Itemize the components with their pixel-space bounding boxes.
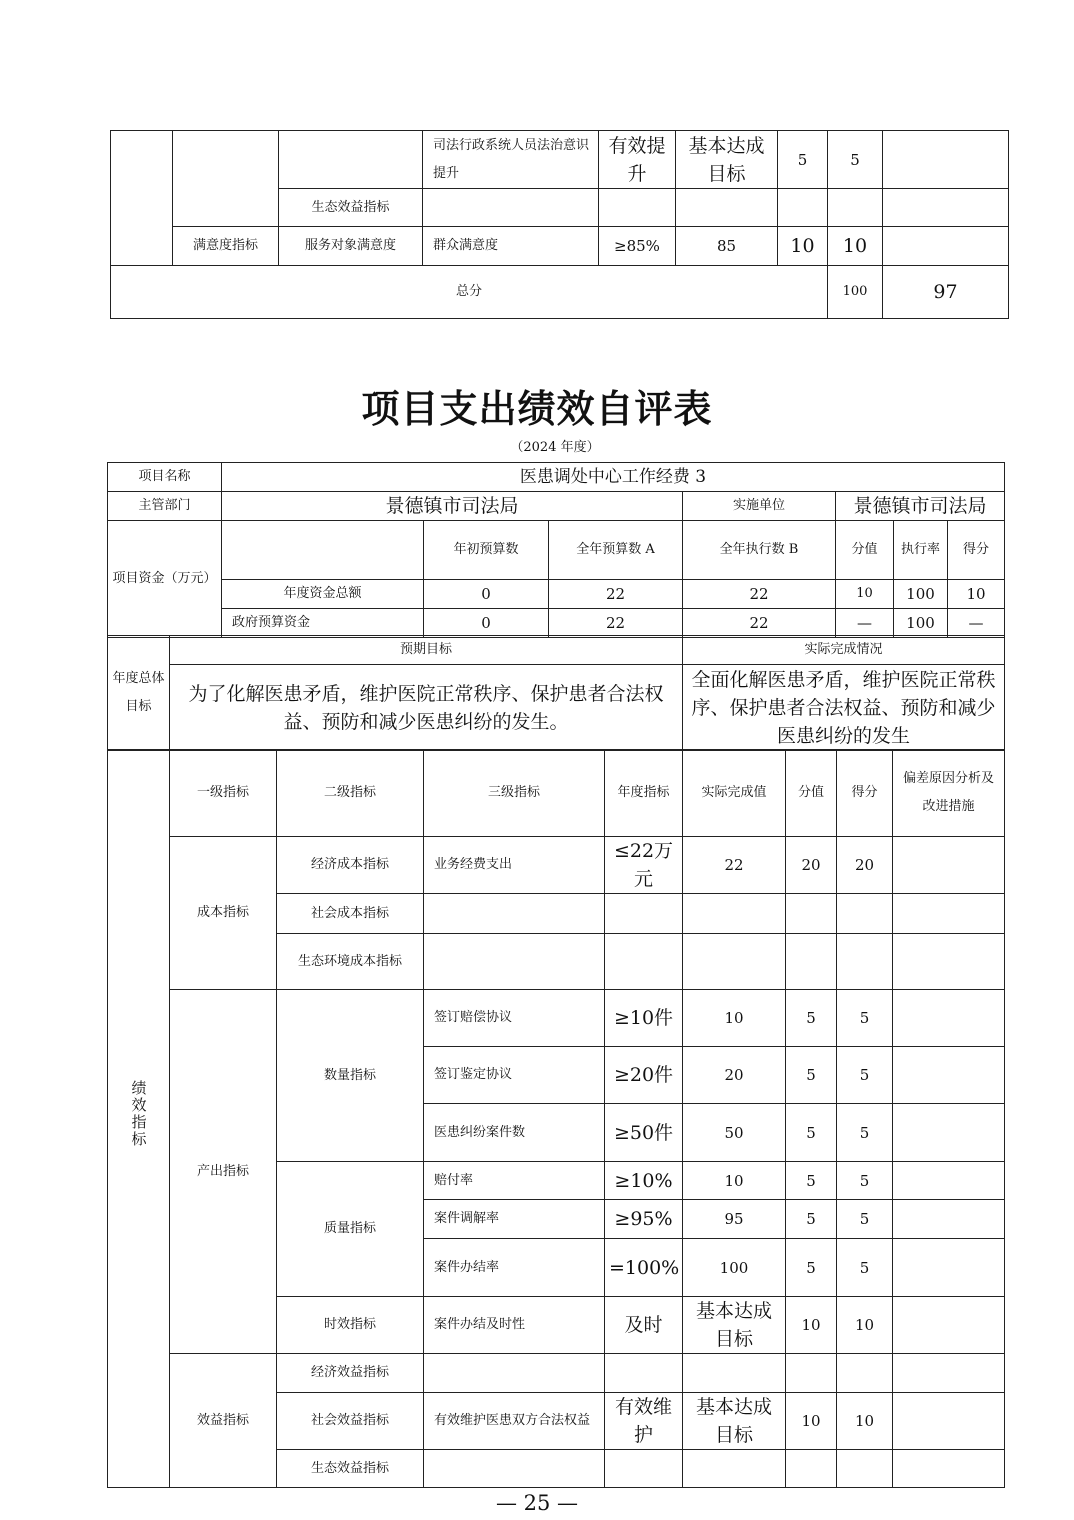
max-score: 10 — [786, 1393, 837, 1450]
actual-value — [683, 894, 786, 934]
actual-value — [683, 1450, 786, 1488]
fund-header: 执行率 — [894, 521, 948, 580]
actual-value: 基本达成目标 — [683, 1297, 786, 1354]
cell — [173, 131, 279, 227]
deviation-analysis — [893, 1393, 1005, 1450]
fund-header: 分值 — [836, 521, 894, 580]
fund-row-label: 政府预算资金 — [222, 609, 424, 638]
fund-value: 0 — [424, 580, 549, 609]
max-score: 5 — [786, 1239, 837, 1297]
total-max: 100 — [828, 266, 883, 319]
deviation-analysis — [893, 1354, 1005, 1393]
goals-table — [107, 635, 1005, 751]
fund-value: 0 — [424, 609, 549, 638]
max-score: 5 — [786, 1200, 837, 1239]
fund-value: 10 — [948, 580, 1005, 609]
level2-indicator: 经济效益指标 — [277, 1354, 424, 1393]
actual-value: 100 — [683, 1239, 786, 1297]
header: 三级指标 — [424, 750, 605, 837]
actual-value: 10 — [683, 990, 786, 1047]
level3-indicator: 群众满意度 — [423, 227, 599, 266]
total-score: 97 — [883, 266, 1009, 319]
table-row — [108, 1354, 1005, 1393]
fund-header: 全年预算数 A — [549, 521, 683, 580]
score — [837, 1354, 893, 1393]
project-info-table — [107, 462, 1005, 638]
expected-label: 预期目标 — [170, 636, 683, 665]
fund-value: 100 — [894, 609, 948, 638]
fund-value: 22 — [683, 580, 836, 609]
level1-indicator: 成本指标 — [170, 837, 277, 990]
deviation-analysis — [893, 1162, 1005, 1200]
level2-indicator: 社会成本指标 — [277, 894, 424, 934]
annual-target: 有效维护 — [605, 1393, 683, 1450]
score: 5 — [828, 131, 883, 189]
annual-target: 及时 — [605, 1297, 683, 1354]
actual-value: 20 — [683, 1047, 786, 1104]
cell — [423, 189, 599, 227]
actual-value — [683, 1354, 786, 1393]
project-name: 医患调处中心工作经费 3 — [222, 463, 1005, 492]
level2-indicator: 生态效益指标 — [279, 189, 423, 227]
target: 有效提升 — [599, 131, 676, 189]
deviation-analysis — [893, 1104, 1005, 1162]
score — [837, 934, 893, 990]
project-name-label: 项目名称 — [108, 463, 222, 492]
actual-value: 50 — [683, 1104, 786, 1162]
max-score — [786, 894, 837, 934]
score: 10 — [837, 1297, 893, 1354]
dept: 景德镇市司法局 — [222, 492, 683, 521]
header: 实际完成值 — [683, 750, 786, 837]
expected-goal: 为了化解医患矛盾，维护医院正常秩序、保护患者合法权益、预防和减少医患纠纷的发生。 — [170, 665, 683, 751]
perf-label: 绩效指标 — [129, 1080, 148, 1148]
fund-value: 22 — [549, 609, 683, 638]
level3-indicator: 司法行政系统人员法治意识提升 — [423, 131, 599, 189]
score: 10 — [828, 227, 883, 266]
level2-indicator: 生态环境成本指标 — [277, 934, 424, 990]
annual-target: ≥10件 — [605, 990, 683, 1047]
score: 5 — [837, 1239, 893, 1297]
level3-indicator — [424, 1354, 605, 1393]
level3-indicator: 签订鉴定协议 — [424, 1047, 605, 1104]
max-score: 10 — [786, 1297, 837, 1354]
annual-target — [605, 894, 683, 934]
max-score: 20 — [786, 837, 837, 894]
annual-target: ≥10% — [605, 1162, 683, 1200]
cell — [279, 131, 423, 189]
annual-target — [605, 1354, 683, 1393]
annual-target: ≥50件 — [605, 1104, 683, 1162]
score: 5 — [837, 1047, 893, 1104]
cell — [599, 189, 676, 227]
max-score: 5 — [786, 990, 837, 1047]
actual-value: 10 — [683, 1162, 786, 1200]
annual-target: ≥20件 — [605, 1047, 683, 1104]
score: 5 — [837, 1104, 893, 1162]
header: 分值 — [786, 750, 837, 837]
actual-label: 实际完成情况 — [683, 636, 1005, 665]
actual: 85 — [676, 227, 778, 266]
level2-indicator: 质量指标 — [277, 1162, 424, 1297]
level3-indicator: 有效维护医患双方合法权益 — [424, 1393, 605, 1450]
annual-target — [605, 934, 683, 990]
cell — [676, 189, 778, 227]
cell — [222, 521, 424, 580]
score — [837, 1450, 893, 1488]
level3-indicator — [424, 934, 605, 990]
max-score — [786, 1450, 837, 1488]
header: 年度指标 — [605, 750, 683, 837]
score: 5 — [837, 1162, 893, 1200]
perf-label-cell — [108, 750, 170, 1488]
fund-value: — — [948, 609, 1005, 638]
score: 10 — [837, 1393, 893, 1450]
table-row — [108, 990, 1005, 1047]
level3-indicator — [424, 1450, 605, 1488]
deviation-analysis — [893, 1200, 1005, 1239]
header: 一级指标 — [170, 750, 277, 837]
level3-indicator: 医患纠纷案件数 — [424, 1104, 605, 1162]
level2-indicator: 生态效益指标 — [277, 1450, 424, 1488]
score: 5 — [837, 990, 893, 1047]
actual: 基本达成目标 — [676, 131, 778, 189]
deviation-analysis — [893, 1239, 1005, 1297]
year-label: （2024 年度） — [510, 440, 600, 455]
level2-indicator: 数量指标 — [277, 990, 424, 1162]
deviation-analysis — [893, 837, 1005, 894]
annual-target: =100% — [605, 1239, 683, 1297]
level2-indicator: 经济成本指标 — [277, 837, 424, 894]
cell — [828, 189, 883, 227]
fund-label: 项目资金（万元） — [108, 521, 222, 638]
dept-label: 主管部门 — [108, 492, 222, 521]
performance-table — [107, 749, 1005, 1488]
max-score: 5 — [786, 1104, 837, 1162]
impl: 景德镇市司法局 — [836, 492, 1005, 521]
page-title: 项目支出绩效自评表 — [361, 386, 713, 431]
fund-row-label: 年度资金总额 — [222, 580, 424, 609]
fund-header: 得分 — [948, 521, 1005, 580]
total-label: 总分 — [111, 266, 828, 319]
cell — [883, 189, 1009, 227]
impl-label: 实施单位 — [683, 492, 836, 521]
level1-indicator: 满意度指标 — [173, 227, 279, 266]
score: 5 — [837, 1200, 893, 1239]
deviation-analysis — [893, 990, 1005, 1047]
cell — [111, 131, 173, 266]
fund-value: 100 — [894, 580, 948, 609]
table-row — [108, 837, 1005, 894]
fund-header: 全年执行数 B — [683, 521, 836, 580]
deviation-analysis — [893, 1047, 1005, 1104]
annual-target — [605, 1450, 683, 1488]
max-score — [786, 1354, 837, 1393]
level2-indicator: 社会效益指标 — [277, 1393, 424, 1450]
level2-indicator: 时效指标 — [277, 1297, 424, 1354]
fund-value: — — [836, 609, 894, 638]
cell — [883, 131, 1009, 189]
deviation-analysis — [893, 1450, 1005, 1488]
deviation-analysis — [893, 894, 1005, 934]
actual-value: 95 — [683, 1200, 786, 1239]
deviation-analysis — [893, 934, 1005, 990]
level2-indicator: 服务对象满意度 — [279, 227, 423, 266]
level1-indicator: 效益指标 — [170, 1354, 277, 1488]
fund-header: 年初预算数 — [424, 521, 549, 580]
previous-table-continuation — [110, 130, 1009, 319]
max-score: 5 — [786, 1162, 837, 1200]
level3-indicator: 案件调解率 — [424, 1200, 605, 1239]
level1-indicator: 产出指标 — [170, 990, 277, 1354]
actual-value: 22 — [683, 837, 786, 894]
deviation-analysis — [893, 1297, 1005, 1354]
level3-indicator: 业务经费支出 — [424, 837, 605, 894]
cell — [778, 189, 828, 227]
fund-value: 22 — [549, 580, 683, 609]
level3-indicator — [424, 894, 605, 934]
max-score: 5 — [778, 131, 828, 189]
header: 二级指标 — [277, 750, 424, 837]
actual-goal: 全面化解医患矛盾，维护医院正常秩序、保护患者合法权益、预防和减少医患纠纷的发生 — [683, 665, 1005, 751]
level3-indicator: 赔付率 — [424, 1162, 605, 1200]
header: 得分 — [837, 750, 893, 837]
max-score: 10 — [778, 227, 828, 266]
score — [837, 894, 893, 934]
page-number: — 25 — — [495, 1491, 579, 1515]
fund-value: 22 — [683, 609, 836, 638]
actual-value: 基本达成目标 — [683, 1393, 786, 1450]
target: ≥85% — [599, 227, 676, 266]
max-score: 5 — [786, 1047, 837, 1104]
fund-value: 10 — [836, 580, 894, 609]
level3-indicator: 案件办结及时性 — [424, 1297, 605, 1354]
max-score — [786, 934, 837, 990]
level3-indicator: 签订赔偿协议 — [424, 990, 605, 1047]
score: 20 — [837, 837, 893, 894]
header: 偏差原因分析及改进措施 — [893, 750, 1005, 837]
goals-label: 年度总体目标 — [108, 636, 170, 751]
level3-indicator: 案件办结率 — [424, 1239, 605, 1297]
actual-value — [683, 934, 786, 990]
cell — [883, 227, 1009, 266]
annual-target: ≥95% — [605, 1200, 683, 1239]
annual-target: ≤22万元 — [605, 837, 683, 894]
